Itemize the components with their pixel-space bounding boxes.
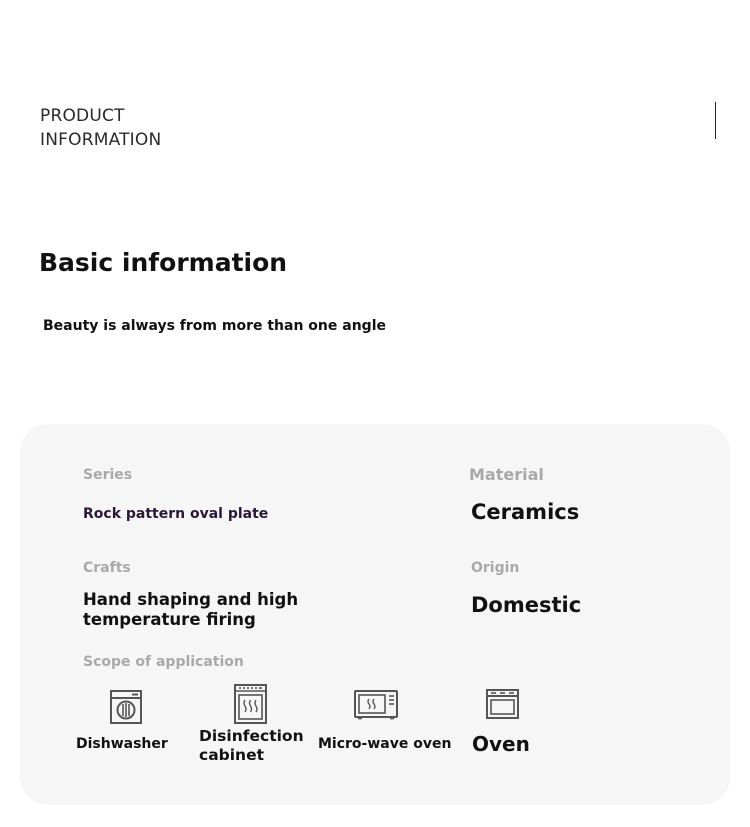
header-divider	[715, 102, 716, 139]
oven-icon	[486, 689, 519, 719]
scope-label: Scope of application	[83, 654, 244, 670]
appliance-label-disinfection-cabinet	[199, 727, 304, 765]
crafts-value: Hand shaping and high temperature firing	[83, 590, 299, 629]
info-card	[20, 424, 730, 805]
material-label: Material	[469, 465, 544, 484]
material-value: Ceramics	[471, 500, 580, 524]
tagline: Beauty is always from more than one angle	[43, 318, 386, 334]
header-title	[40, 104, 161, 152]
appliance-label-microwave: Micro-wave oven	[318, 736, 452, 752]
crafts-label: Crafts	[83, 560, 131, 576]
appliance-label-dishwasher: Dishwasher	[76, 736, 168, 752]
dishwasher-icon	[110, 690, 142, 724]
header-title-line2: INFORMATION	[40, 130, 162, 150]
appliance-label-oven: Oven	[472, 732, 530, 756]
origin-value: Domestic	[471, 593, 582, 617]
series-label: Series	[83, 467, 133, 483]
header-title-line1: PRODUCT	[40, 106, 125, 126]
series-value: Rock pattern oval plate	[83, 506, 269, 522]
disinfection-cabinet-icon	[234, 684, 267, 724]
microwave-icon	[354, 690, 398, 720]
section-title: Basic information	[39, 248, 288, 277]
disinfection-cabinet-label: Disinfection cabinet	[199, 727, 304, 764]
origin-label: Origin	[471, 560, 520, 576]
